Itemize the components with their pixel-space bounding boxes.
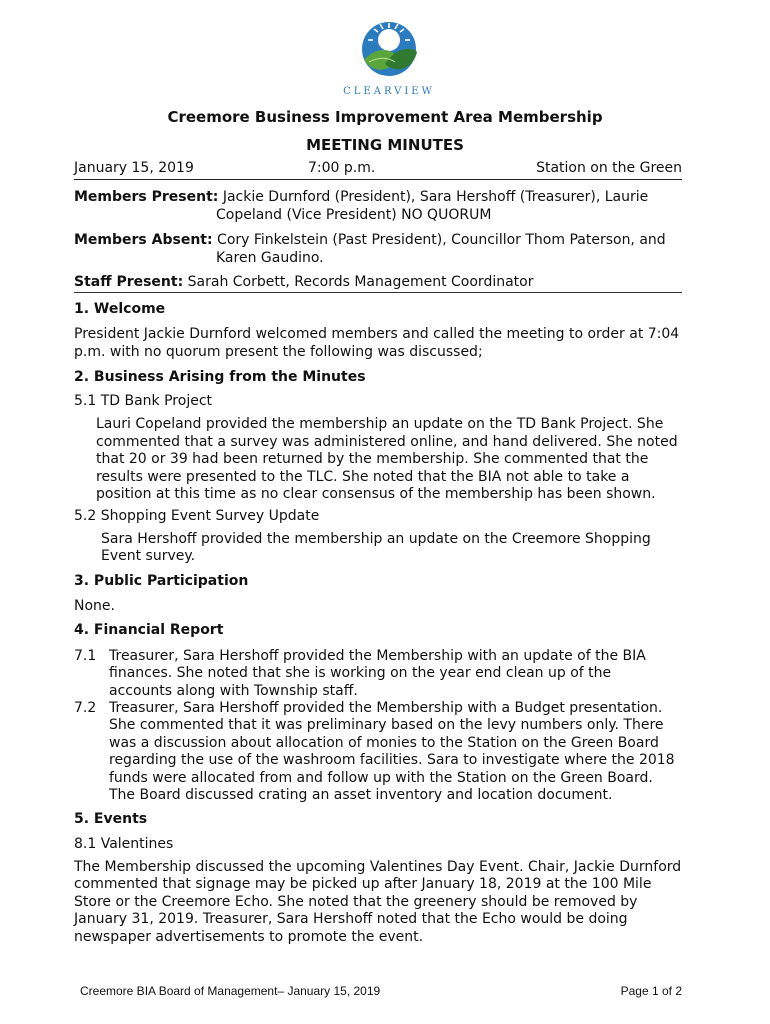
events-text-4: January 31, 2019. Treasurer, Sara Hershoff noted that the Echo would be doing: [74, 911, 628, 927]
financial-7-2-text-5: funds were allocated from and follow up with the Station on the Green Board.: [109, 770, 653, 786]
members-absent: [74, 232, 666, 250]
events-text-5: newspaper advertisements to promote the event.: [74, 929, 424, 945]
members-present-label: Members Present:: [74, 189, 219, 205]
shopping-event-text-1: Sara Hershoff provided the membership an update on the Creemore Shopping: [101, 531, 651, 547]
divider: [74, 292, 682, 293]
staff-present-label: Staff Present:: [74, 274, 184, 290]
section-business-heading: 2. Business Arising from the Minutes: [74, 369, 366, 385]
meeting-info-line: [74, 160, 682, 180]
members-present: [74, 189, 648, 207]
welcome-text-1: President Jackie Durnford welcomed members and called the meeting to order at 7:04: [74, 326, 680, 342]
financial-7-2-text-3: was a discussion about allocation of monies to the Station on the Green Board: [109, 735, 659, 751]
members-absent-cont: Karen Gaudino.: [216, 250, 324, 266]
td-bank-text-2: commented that a survey was administered online, and hand delivered. She noted: [96, 434, 678, 450]
financial-7-1-text-1: Treasurer, Sara Hershoff provided the Membership with an update of the BIA: [109, 648, 646, 664]
shopping-event-text-2: Event survey.: [101, 548, 196, 564]
footer-left: Creemore BIA Board of Management– January 15, 2019: [80, 984, 381, 998]
subsection-valentines: 8.1 Valentines: [74, 836, 174, 852]
financial-7-2-text-2: She commented that it was preliminary based on the levy numbers only. There: [109, 717, 664, 733]
td-bank-text-4: results were presented to the TLC. She noted that the BIA not able to take a: [96, 469, 630, 485]
meeting-date: January 15, 2019: [74, 160, 194, 176]
logo-wordmark: CLEARVIEW: [343, 86, 435, 97]
members-present-cont: Copeland (Vice President) NO QUORUM: [216, 207, 492, 223]
staff-present-text: Sarah Corbett, Records Management Coordinator: [187, 274, 534, 290]
members-absent-text: Cory Finkelstein (Past President), Councillor Thom Paterson, and: [217, 232, 666, 248]
events-text-3: Store or the Creemore Echo. She noted that the greenery should be removed by: [74, 894, 638, 910]
item-number-7-2: 7.2: [74, 700, 97, 716]
financial-7-2-text-6: The Board discussed crating an asset inventory and location document.: [109, 787, 613, 803]
section-welcome-heading: 1. Welcome: [74, 301, 166, 317]
section-events-heading: 5. Events: [74, 811, 148, 827]
document-subtitle: MEETING MINUTES: [306, 136, 464, 154]
clearview-logo-icon: [359, 18, 419, 80]
financial-7-2-text-4: regarding the use of the washroom facilities. Sara to investigate where the 2018: [109, 752, 675, 768]
td-bank-text-5: position at this time as no clear consensus of the membership has been shown.: [96, 486, 656, 502]
events-text-1: The Membership discussed the upcoming Valentines Day Event. Chair, Jackie Durnford: [74, 859, 682, 875]
subsection-td-bank: 5.1 TD Bank Project: [74, 393, 213, 409]
section-financial-heading: 4. Financial Report: [74, 622, 224, 638]
welcome-text-2: p.m. with no quorum present the following was discussed;: [74, 344, 483, 360]
td-bank-text-3: that 20 or 39 had been returned by the membership. She commented that the: [96, 451, 649, 467]
financial-7-2-text-1: Treasurer, Sara Hershoff provided the Membership with a Budget presentation.: [109, 700, 663, 716]
footer-page-number: Page 1 of 2: [620, 984, 682, 998]
clearview-logo: [334, 18, 444, 97]
financial-7-1-text-2: finances. She noted that she is working on the year end clean up of the: [109, 665, 612, 681]
public-participation-text: None.: [74, 598, 115, 614]
meeting-location: Station on the Green: [536, 160, 682, 176]
financial-7-1-text-3: accounts along with Township staff.: [109, 683, 358, 699]
td-bank-text-1: Lauri Copeland provided the membership an update on the TD Bank Project. She: [96, 416, 664, 432]
subsection-shopping-event: 5.2 Shopping Event Survey Update: [74, 508, 320, 524]
document-title: Creemore Business Improvement Area Membership: [167, 108, 603, 126]
section-public-heading: 3. Public Participation: [74, 573, 249, 589]
item-number-7-1: 7.1: [74, 648, 97, 664]
meeting-time: 7:00 p.m.: [308, 160, 376, 176]
staff-present: [74, 274, 533, 292]
members-absent-label: Members Absent:: [74, 232, 213, 248]
events-text-2: commented that signage may be picked up after January 18, 2019 at the 100 Mile: [74, 876, 652, 892]
members-present-text: Jackie Durnford (President), Sara Hershoff (Treasurer), Laurie: [222, 189, 649, 205]
